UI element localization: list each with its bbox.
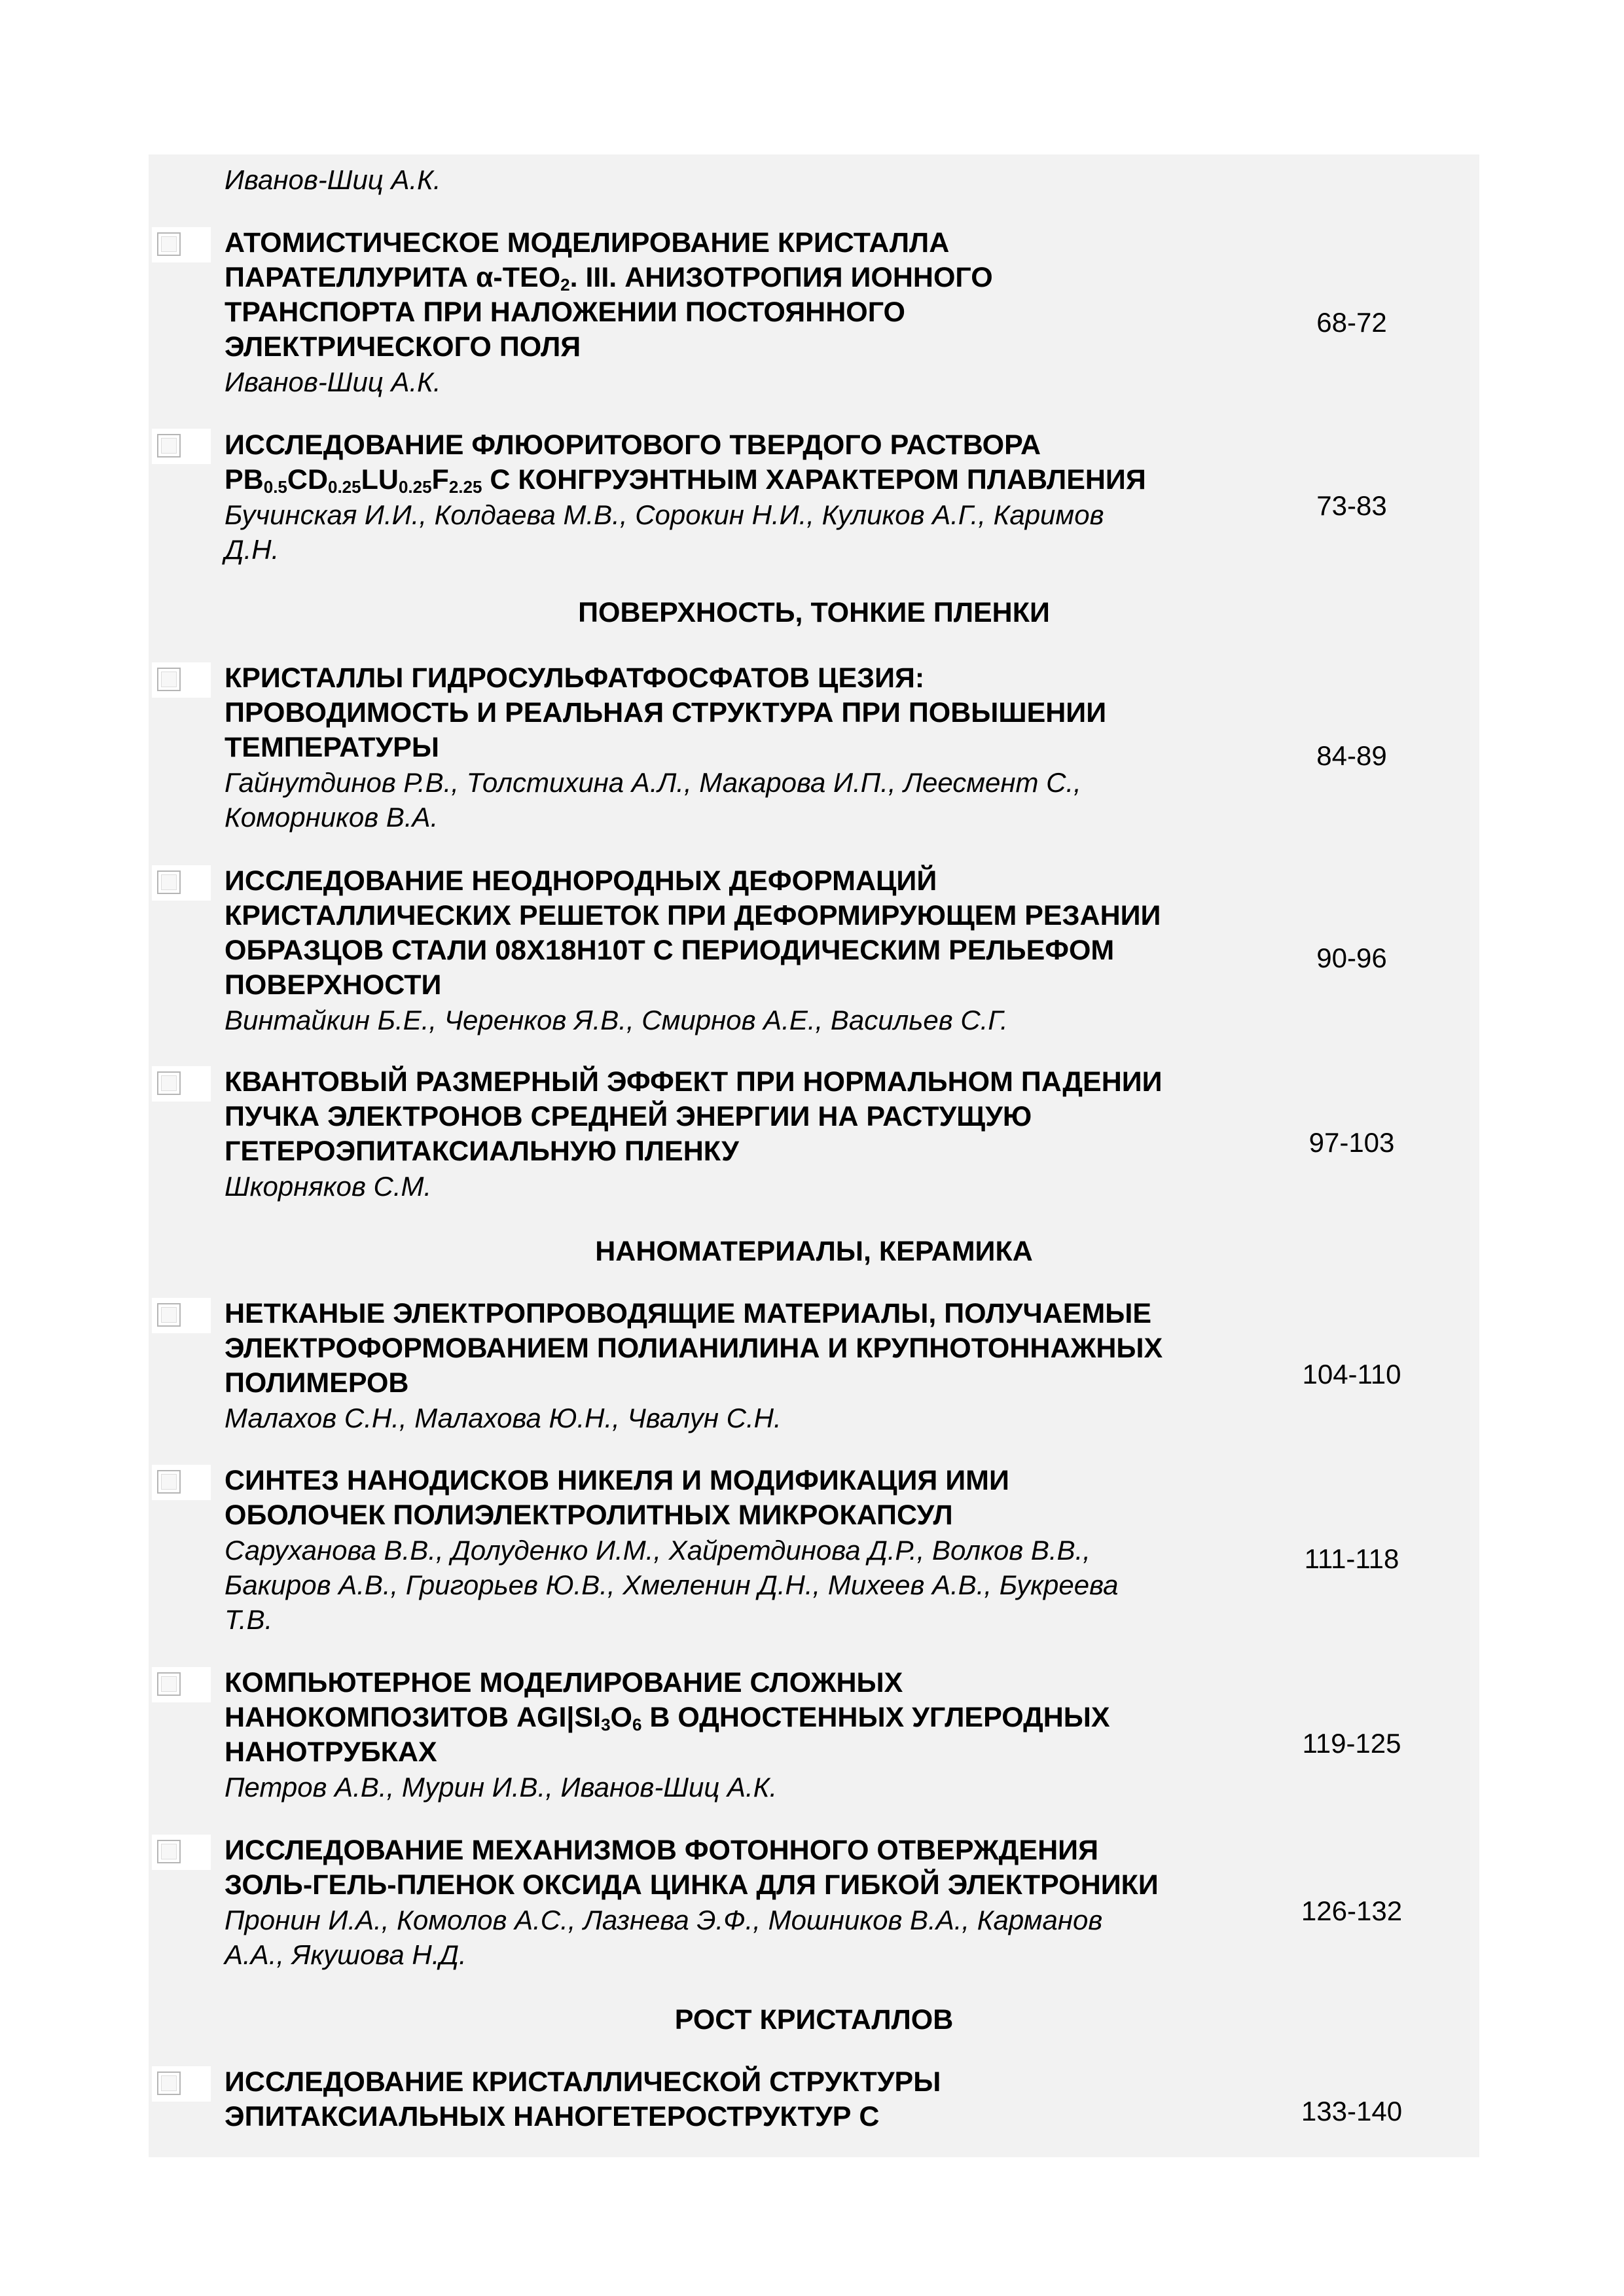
entry-checkbox[interactable] bbox=[157, 2072, 181, 2095]
entry-title-line[interactable]: ИССЛЕДОВАНИЕ ФЛЮОРИТОВОГО ТВЕРДОГО РАСТВОРА bbox=[225, 429, 1041, 461]
entry-checkbox[interactable] bbox=[157, 232, 181, 256]
entry-title-line[interactable]: ПОВЕРХНОСТИ bbox=[225, 969, 442, 1001]
entry-title-line[interactable]: ЗОЛЬ-ГЕЛЬ-ПЛЕНОК ОКСИДА ЦИНКА ДЛЯ ГИБКОЙ ЭЛЕКТРОНИКИ bbox=[225, 1869, 1159, 1901]
entry-authors: Пронин И.А., Комолов А.С., Лазнева Э.Ф., Мошников В.А., Карманов bbox=[225, 1905, 1103, 1935]
entry-title-line[interactable]: $PB_{0.5}CD_{0.25}LU_{0.25}F_{2.25}$ С КОНГРУЭНТНЫМ ХАРАКТЕРОМ ПЛАВЛЕНИЯ bbox=[225, 464, 1146, 497]
entry-pages: 90-96 bbox=[1316, 942, 1387, 973]
entry-authors: Шкорняков С.М. bbox=[225, 1171, 432, 1202]
entry-title-line[interactable]: АТОМИСТИЧЕСКОЕ МОДЕЛИРОВАНИЕ КРИСТАЛЛА bbox=[225, 227, 950, 259]
entry-title-line[interactable]: НАНОТРУБКАХ bbox=[225, 1736, 437, 1768]
entry-pages: 84-89 bbox=[1316, 740, 1387, 771]
entry-title-line[interactable]: КВАНТОВЫЙ РАЗМЕРНЫЙ ЭФФЕКТ ПРИ НОРМАЛЬНОМ ПАДЕНИИ bbox=[225, 1066, 1163, 1098]
entry-authors: А.А., Якушова Н.Д. bbox=[225, 1939, 467, 1970]
entry-authors: Гайнутдинов Р.В., Толстихина А.Л., Макарова И.П., Леесмент С., bbox=[225, 767, 1081, 798]
entry-title-line[interactable]: ПУЧКА ЭЛЕКТРОНОВ СРЕДНЕЙ ЭНЕРГИИ НА РАСТУЩУЮ bbox=[225, 1101, 1032, 1132]
entry-authors: Петров А.В., Мурин И.В., Иванов-Шиц А.К. bbox=[225, 1772, 778, 1803]
entry-checkbox[interactable] bbox=[157, 668, 181, 691]
entry-title-line[interactable]: ГЕТЕРОЭПИТАКСИАЛЬНУЮ ПЛЕНКУ bbox=[225, 1136, 739, 1167]
entry-checkbox[interactable] bbox=[157, 1303, 181, 1327]
entry-title-line[interactable]: ТРАНСПОРТА ПРИ НАЛОЖЕНИИ ПОСТОЯННОГО bbox=[225, 296, 905, 328]
entry-pages: 97-103 bbox=[1308, 1127, 1395, 1158]
entry-pages: 104-110 bbox=[1302, 1359, 1401, 1390]
entry-pages: 68-72 bbox=[1316, 307, 1387, 338]
entry-title-line[interactable]: ЭПИТАКСИАЛЬНЫХ НАНОГЕТЕРОСТРУКТУР С bbox=[225, 2101, 880, 2132]
entry-pages: 133-140 bbox=[1301, 2096, 1403, 2126]
entry-checkbox[interactable] bbox=[157, 1470, 181, 1494]
entry-pages: 111-118 bbox=[1304, 1543, 1399, 1574]
entry-pages: 126-132 bbox=[1301, 1895, 1403, 1926]
entry-title-line[interactable]: НАНОКОМПОЗИТОВ $AGI|SI_3O_6$ В ОДНОСТЕННЫХ УГЛЕРОДНЫХ bbox=[225, 1702, 1110, 1734]
entry-authors: Малахов С.Н., Малахова Ю.Н., Чвалун С.Н. bbox=[225, 1403, 782, 1433]
entry-pages: 73-83 bbox=[1316, 490, 1387, 521]
entry-title-line[interactable]: ПАРАТЕЛЛУРИТА $\alpha-TEO_2$. III. АНИЗОТРОПИЯ ИОННОГО bbox=[225, 262, 993, 295]
section-heading: ПОВЕРХНОСТЬ, ТОНКИЕ ПЛЕНКИ bbox=[578, 597, 1050, 628]
entry-title-line[interactable]: ТЕМПЕРАТУРЫ bbox=[225, 732, 439, 763]
entry-title-line[interactable]: КРИСТАЛЛЫ ГИДРОСУЛЬФАТФОСФАТОВ ЦЕЗИЯ: bbox=[225, 662, 925, 694]
entry-title-line[interactable]: ИССЛЕДОВАНИЕ КРИСТАЛЛИЧЕСКОЙ СТРУКТУРЫ bbox=[225, 2066, 941, 2098]
entry-authors: Винтайкин Б.Е., Черенков Я.В., Смирнов А.Е., Васильев С.Г. bbox=[225, 1005, 1008, 1035]
entry-title-line[interactable]: СИНТЕЗ НАНОДИСКОВ НИКЕЛЯ И МОДИФИКАЦИЯ ИМИ bbox=[225, 1465, 1009, 1496]
entry-authors: Бакиров А.В., Григорьев Ю.В., Хмеленин Д.Н., Михеев А.В., Букреева bbox=[225, 1570, 1119, 1600]
entry-title-line[interactable]: КОМПЬЮТЕРНОЕ МОДЕЛИРОВАНИЕ СЛОЖНЫХ bbox=[225, 1667, 903, 1698]
entry-checkbox[interactable] bbox=[157, 1840, 181, 1863]
entry-title-line[interactable]: ЭЛЕКТРИЧЕСКОГО ПОЛЯ bbox=[225, 331, 581, 363]
entry-title-line[interactable]: ИССЛЕДОВАНИЕ НЕОДНОРОДНЫХ ДЕФОРМАЦИЙ bbox=[225, 865, 937, 897]
entry-title-line[interactable]: ЭЛЕКТРОФОРМОВАНИЕМ ПОЛИАНИЛИНА И КРУПНОТОННАЖНЫХ bbox=[225, 1333, 1163, 1364]
entry-pages: 119-125 bbox=[1302, 1728, 1401, 1759]
entry-checkbox[interactable] bbox=[157, 870, 181, 894]
entry-authors: Бучинская И.И., Колдаева М.В., Сорокин Н.И., Куликов А.Г., Каримов bbox=[225, 499, 1104, 530]
entry-title-line[interactable]: НЕТКАНЫЕ ЭЛЕКТРОПРОВОДЯЩИЕ МАТЕРИАЛЫ, ПОЛУЧАЕМЫЕ bbox=[225, 1298, 1151, 1329]
prev-entry-authors: Иванов-Шиц А.К. bbox=[225, 164, 441, 195]
entry-authors: Д.Н. bbox=[225, 534, 280, 565]
entry-authors: Коморников В.А. bbox=[225, 802, 439, 833]
section-heading: РОСТ КРИСТАЛЛОВ bbox=[674, 2004, 954, 2036]
entry-title-line[interactable]: ПОЛИМЕРОВ bbox=[225, 1367, 409, 1399]
entry-checkbox[interactable] bbox=[157, 1672, 181, 1696]
entry-title-line[interactable]: ИССЛЕДОВАНИЕ МЕХАНИЗМОВ ФОТОННОГО ОТВЕРЖДЕНИЯ bbox=[225, 1835, 1098, 1866]
entry-title-line[interactable]: ПРОВОДИМОСТЬ И РЕАЛЬНАЯ СТРУКТУРА ПРИ ПОВЫШЕНИИ bbox=[225, 697, 1107, 728]
section-heading: НАНОМАТЕРИАЛЫ, КЕРАМИКА bbox=[595, 1236, 1033, 1267]
entry-title-line[interactable]: КРИСТАЛЛИЧЕСКИХ РЕШЕТОК ПРИ ДЕФОРМИРУЮЩЕМ РЕЗАНИИ bbox=[225, 900, 1161, 931]
entry-title-line[interactable]: ОБОЛОЧЕК ПОЛИЭЛЕКТРОЛИТНЫХ МИКРОКАПСУЛ bbox=[225, 1499, 953, 1531]
entry-title-line[interactable]: ОБРАЗЦОВ СТАЛИ 08Х18Н10Т С ПЕРИОДИЧЕСКИМ РЕЛЬЕФОМ bbox=[225, 935, 1115, 966]
entry-authors: Т.В. bbox=[225, 1604, 273, 1635]
entry-authors: Иванов-Шиц А.К. bbox=[225, 367, 441, 397]
entry-authors: Саруханова В.В., Долуденко И.М., Хайретдинова Д.Р., Волков В.В., bbox=[225, 1535, 1091, 1566]
entry-checkbox[interactable] bbox=[157, 1071, 181, 1095]
entry-checkbox[interactable] bbox=[157, 434, 181, 457]
